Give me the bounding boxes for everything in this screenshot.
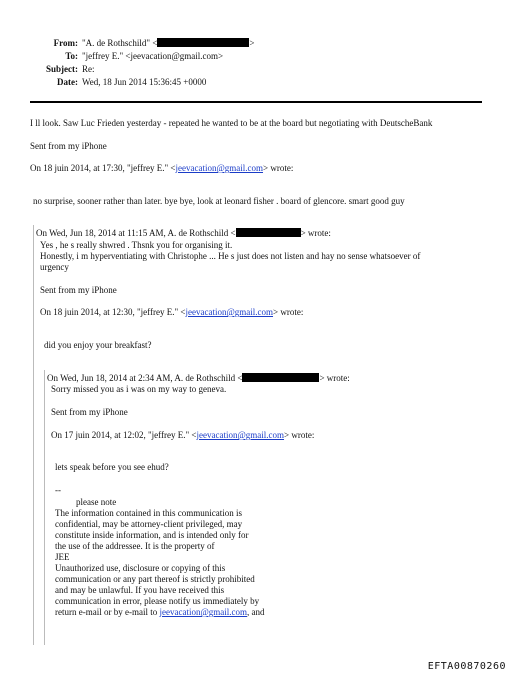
quoted-message-line: urgency [40, 262, 69, 272]
sent-from-iphone: Sent from my iPhone [30, 141, 107, 151]
quoted-message-line: lets speak before you see ehud? [55, 462, 169, 472]
email-link[interactable]: jeevacation@gmail.com [175, 163, 264, 173]
quote-bar [44, 370, 45, 645]
quote-header: On Wed, Jun 18, 2014 at 11:15 AM, A. de Rothschild < > wrote: [36, 228, 331, 238]
sent-from-iphone: Sent from my iPhone [51, 407, 128, 417]
disclaimer-line: The information contained in this communication is [55, 508, 242, 518]
header-divider [30, 101, 482, 103]
quote-header: On 17 juin 2014, at 12:02, "jeffrey E." <jeevacation@gmail.com> wrote: [51, 430, 315, 440]
quote-header: On 18 juin 2014, at 17:30, "jeffrey E." <jeevacation@gmail.com> wrote: [30, 163, 294, 173]
to-label: To: [65, 51, 78, 61]
email-link[interactable]: jeevacation@gmail.com [159, 607, 247, 617]
subject-label: Subject: [46, 64, 78, 74]
from-value: "A. de Rothschild" < > [82, 38, 255, 48]
from-label: From: [53, 38, 78, 48]
redaction-box [236, 228, 301, 237]
email-link[interactable]: jeevacation@gmail.com [196, 430, 285, 440]
quoted-message-line: Sorry missed you as i was on my way to geneva. [51, 384, 227, 394]
quoted-message-line: Honestly, i m hyperventiating with Christophe ... He s just does not listen and hay no sense whatsoever of [40, 251, 421, 261]
disclaimer-line: communication in error, please notify us immediately by [55, 596, 260, 606]
message-line: I ll look. Saw Luc Frieden yesterday - repeated he wanted to be at the board but negotiating with DeutscheBank [30, 118, 433, 128]
quote-header: On 18 juin 2014, at 12:30, "jeffrey E." <jeevacation@gmail.com> wrote: [40, 307, 304, 317]
quoted-message-line: did you enjoy your breakfast? [44, 340, 152, 350]
disclaimer-line: constitute inside information, and is intended only for [55, 530, 249, 540]
quote-header: On Wed, Jun 18, 2014 at 2:34 AM, A. de Rothschild < > wrote: [47, 373, 350, 383]
quoted-message-line: no surprise, sooner rather than later. bye bye, look at leonard fisher . board of glencore. smart good guy [33, 196, 405, 206]
disclaimer-line: the use of the addressee. It is the property of [55, 541, 215, 551]
date-value: Wed, 18 Jun 2014 15:36:45 +0000 [82, 77, 207, 87]
document-id: EFTA00870260 [427, 661, 506, 672]
sent-from-iphone: Sent from my iPhone [40, 285, 117, 295]
disclaimer-line: Unauthorized use, disclosure or copying of this [55, 563, 226, 573]
disclaimer-line: return e-mail or by e-mail to jeevacation@gmail.com, and [55, 607, 265, 617]
redaction-box [157, 38, 249, 47]
date-label: Date: [57, 77, 78, 87]
to-value: "jeffrey E." <jeevacation@gmail.com> [82, 51, 224, 61]
disclaimer-line: please note [76, 497, 117, 507]
disclaimer-line: and may be unlawful. If you have received this [55, 585, 225, 595]
disclaimer-line: confidential, may be attorney-client privileged, may [55, 519, 243, 529]
disclaimer-line: communication or any part thereof is strictly prohibited [55, 574, 255, 584]
signature-separator: -- [55, 485, 61, 495]
disclaimer-line: JEE [55, 552, 70, 562]
quoted-message-line: Yes , he s really shwred . Thsnk you for organising it. [40, 240, 233, 250]
redaction-box [242, 373, 319, 382]
quote-bar [33, 225, 34, 645]
subject-value: Re: [82, 64, 95, 74]
email-link[interactable]: jeevacation@gmail.com [185, 307, 274, 317]
